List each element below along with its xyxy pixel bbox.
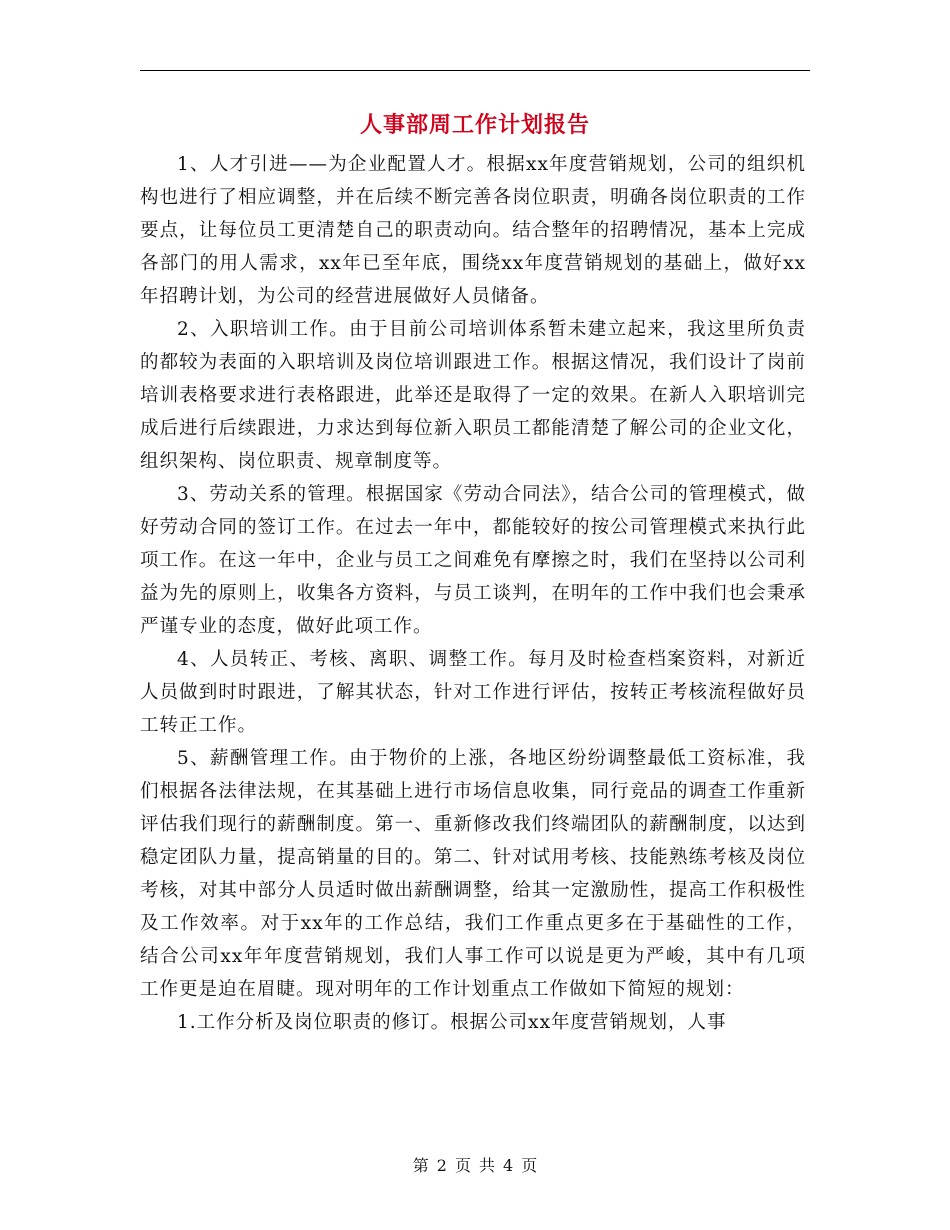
document-title: 人事部周工作计划报告: [359, 112, 590, 138]
paragraph-1: 1、人才引进——为企业配置人才。根据xx年度营销规划，公司的组织机构也进行了相应调整，并在后续不断完善各岗位职责，明确各岗位职责的工作要点，让每位员工更清楚自己的职责动向。结合整年的招聘情况，基本上完成各部门的用人需求，xx年已至年底，围绕xx年度营销规划的基础上，做好xx年招聘计划，为公司的经营进展做好人员储备。: [140, 154, 806, 307]
paragraph-6: 1.工作分析及岗位职责的修订。根据公司xx年度营销规划，人事: [177, 1012, 727, 1033]
footer-suffix: 页: [521, 1156, 538, 1175]
header-rule: [140, 70, 810, 71]
paragraph-2: 2、入职培训工作。由于目前公司培训体系暂未建立起来，我这里所负责的都较为表面的入职培训及岗位培训跟进工作。根据这情况，我们设计了岗前培训表格要求进行表格跟进，此举还是取得了一定的效果。在新人入职培训完成后进行后续跟进，力求达到每位新入职员工都能清楚了解公司的企业文化，组织架构、岗位职责、规章制度等。: [140, 319, 806, 472]
footer-total-pages: 4: [503, 1156, 514, 1175]
paragraph-4: 4、人员转正、考核、离职、调整工作。每月及时检查档案资料，对新近人员做到时时跟进，了解其状态，针对工作进行评估，按转正考核流程做好员工转正工作。: [140, 649, 806, 736]
paragraph-3: 3、劳动关系的管理。根据国家《劳动合同法》，结合公司的管理模式，做好劳动合同的签订工作。在过去一年中，都能较好的按公司管理模式来执行此项工作。在这一年中，企业与员工之间难免有摩擦之时，我们在坚持以公司利益为先的原则上，收集各方资料，与员工谈判，在明年的工作中我们也会秉承严谨专业的态度，做好此项工作。: [140, 484, 806, 637]
footer-current-page: 2: [436, 1156, 447, 1175]
page-footer: [0, 1154, 950, 1178]
document-body: [140, 148, 806, 1039]
footer-page-word: 页: [454, 1156, 471, 1175]
footer-prefix: 第: [412, 1156, 429, 1175]
paragraph-5: 5、薪酬管理工作。由于物价的上涨，各地区纷纷调整最低工资标准，我们根据各法律法规，在其基础上进行市场信息收集，同行竞品的调查工作重新评估我们现行的薪酬制度。第一、重新修改我们终端团队的薪酬制度，以达到稳定团队力量，提高销量的目的。第二、针对试用考核、技能熟练考核及岗位考核，对其中部分人员适时做出薪酬调整，给其一定激励性，提高工作积极性及工作效率。对于xx年的工作总结，我们工作重点更多在于基础性的工作，结合公司xx年年度营销规划，我们人事工作可以说是更为严峻，其中有几项工作更是迫在眉睫。现对明年的工作计划重点工作做如下简短的规划：: [140, 748, 806, 1000]
footer-total-word: 共: [479, 1156, 496, 1175]
